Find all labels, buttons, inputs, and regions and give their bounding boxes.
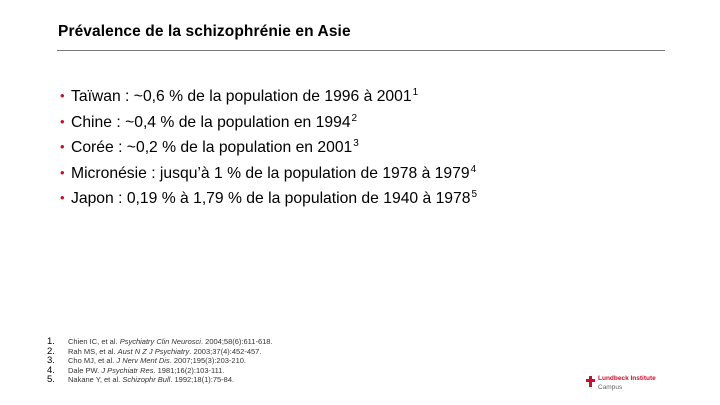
reference-authors: Cho MJ, et al. [68, 356, 117, 366]
bullet-text: Corée : ~0,2 % de la population en 2001 [71, 139, 353, 157]
reference-journal: J Nerv Ment Dis [116, 356, 170, 366]
reference-authors: Nakane Y, et al. [68, 375, 123, 385]
reference-journal: Aust N Z J Psychiatry [117, 346, 190, 356]
bullet-dot-icon: • [60, 190, 65, 206]
reference-citation: . 2007;195(3):203-210. [169, 356, 247, 366]
bullet-ref: 1 [412, 87, 419, 98]
reference-journal: Psychiatry Clin Neurosci [119, 337, 201, 346]
bullet-item [60, 110, 477, 136]
bullet-list [60, 84, 477, 212]
reference-item [47, 356, 273, 366]
bullet-ref: 4 [470, 163, 477, 175]
reference-authors: Chien IC, et al. [68, 337, 120, 346]
reference-citation: . 1992;18(1):75-84. [170, 375, 235, 385]
reference-number: 4. [47, 364, 55, 376]
bullet-text: Chine : ~0,4 % de la population en 1994 [71, 113, 351, 131]
bullet-ref: 5 [471, 189, 478, 201]
reference-number: 2. [47, 345, 55, 357]
bullet-text: Micronésie : jusqu’à 1 % de la population de 1978 à 1979 [71, 164, 470, 182]
bullet-item [60, 84, 477, 110]
slide-title: Prévalence de la schizophrénie en Asie [58, 23, 351, 40]
reference-item [47, 366, 273, 376]
reference-item [47, 347, 273, 357]
bullet-item [60, 186, 477, 212]
reference-authors: Rah MS, et al. [68, 346, 118, 356]
reference-citation: . 1981;16(2):103-111. [153, 365, 225, 375]
bullet-item [60, 161, 477, 187]
bullet-ref: 2 [351, 112, 358, 124]
bullet-ref: 3 [353, 138, 359, 150]
reference-item [47, 375, 273, 385]
bullet-text: Taïwan : ~0,6 % de la population de 1996 à 2001 [71, 88, 412, 105]
reference-number: 3. [47, 355, 55, 367]
title-divider [57, 50, 665, 51]
reference-citation: . 2003;37(4):452-457. [189, 346, 262, 356]
reference-list [47, 337, 273, 385]
bullet-dot-icon: • [60, 139, 65, 155]
reference-item [47, 337, 273, 347]
bullet-text: Japon : 0,19 % à 1,79 % de la population de 1940 à 1978 [71, 190, 471, 208]
reference-number: 1. [47, 336, 55, 347]
reference-citation: . 2004;58(6):611-618. [200, 337, 273, 346]
reference-authors: Dale PW. [68, 365, 102, 375]
logo-line-2: Campus [598, 384, 623, 391]
reference-journal: J Psychiatr Res [101, 365, 154, 375]
lundbeck-logo [586, 373, 656, 397]
lundbeck-mark-icon [586, 376, 595, 387]
bullet-dot-icon: • [60, 88, 65, 103]
bullet-item [60, 135, 477, 161]
bullet-dot-icon: • [60, 164, 65, 180]
logo-line-1: Lundbeck Institute [598, 375, 656, 382]
bullet-dot-icon: • [60, 113, 65, 129]
reference-number: 5. [47, 374, 55, 386]
reference-journal: Schizophr Bull [122, 375, 171, 385]
